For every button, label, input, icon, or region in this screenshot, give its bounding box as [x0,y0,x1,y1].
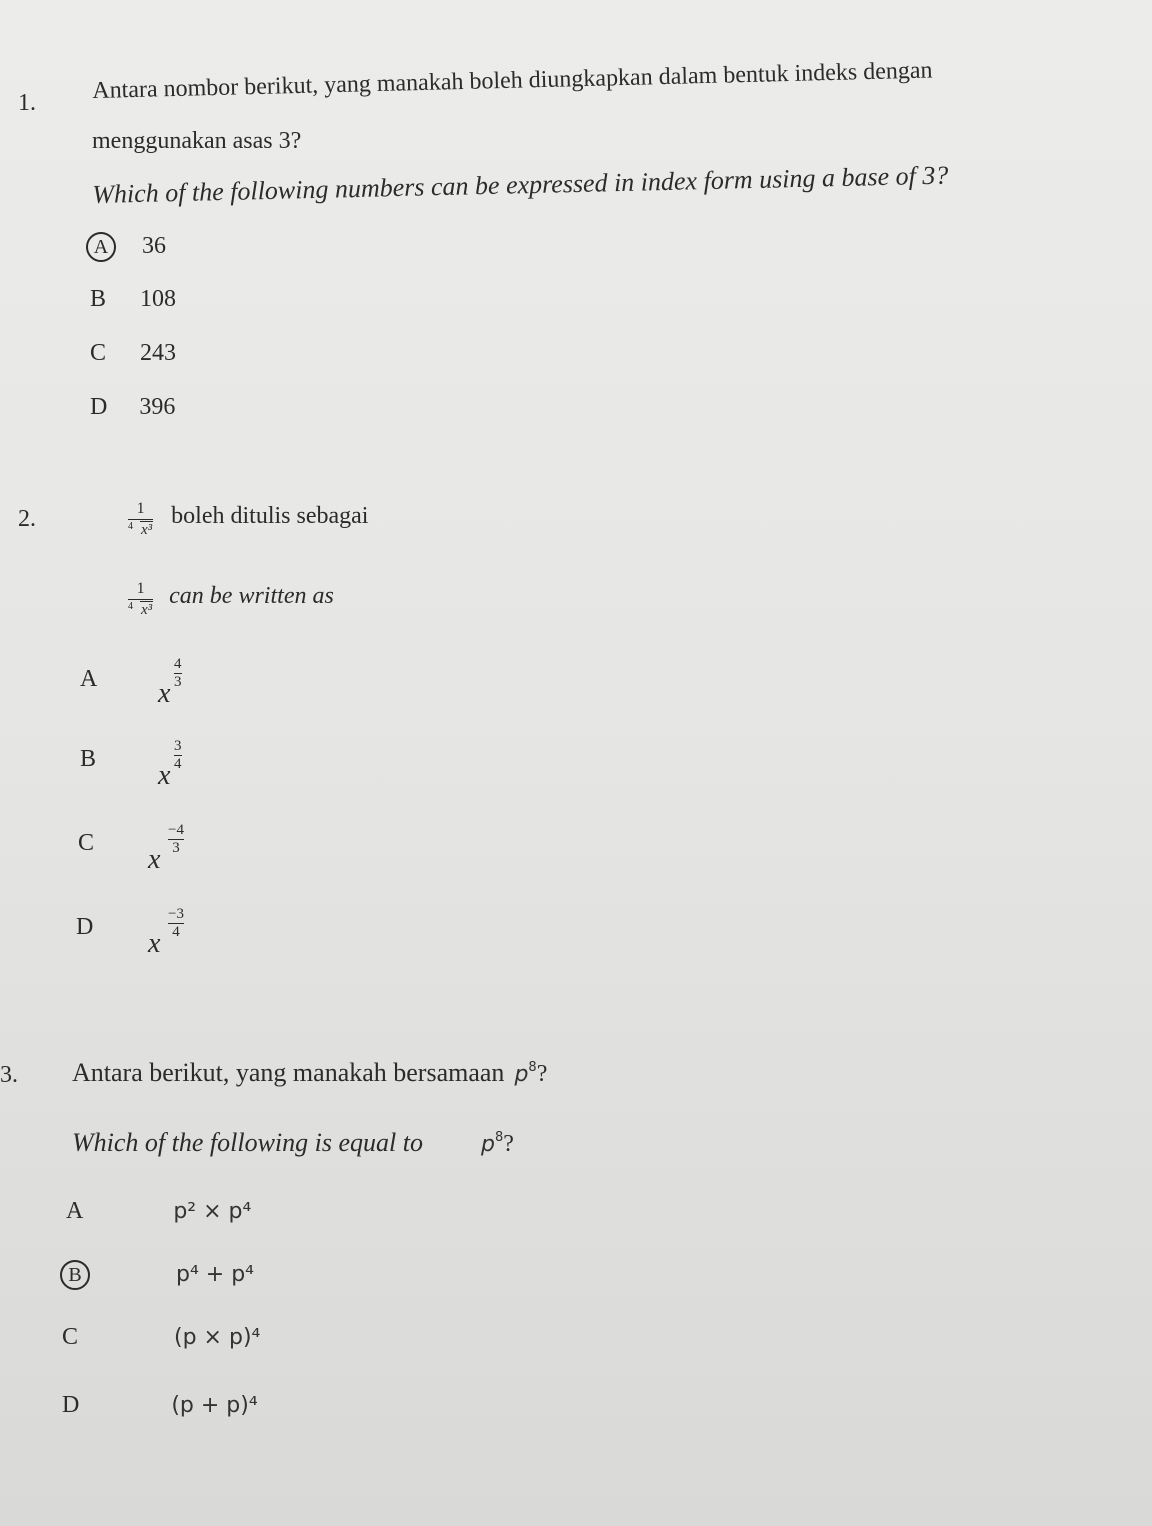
q3-line-malay [72,1058,547,1088]
power-base: x [148,844,161,875]
q1-option-d[interactable] [90,394,175,421]
q2-option-c-power [148,822,184,876]
q1-option-d-value: 396 [139,394,176,420]
q2-option-a[interactable] [80,656,220,716]
q2-number: 2. [18,506,36,532]
target-exponent: 8 [528,1060,537,1075]
q3-option-d-expression: (p + p)⁴ [171,1393,258,1418]
fourth-root [128,601,153,619]
q3-option-c-expression: (p × p)⁴ [174,1325,261,1350]
q3-text-english: Which of the following is equal to [72,1128,423,1157]
q2-option-b-letter: B [80,746,97,772]
q3-option-a-letter: A [66,1198,84,1224]
q2-expression-english [128,580,334,619]
q2-option-a-letter: A [80,666,98,692]
q2-fraction-numerator-en: 1 [136,580,145,597]
q1-number: 1. [18,90,36,116]
q1-option-c-value: 243 [140,340,177,366]
q1-text-malay: Antara nombor berikut, yang manakah boleh diungkapkan dalam bentuk indeks dengan [92,57,933,104]
q1-option-a-value: 36 [142,233,166,259]
exponent-denominator: 3 [172,840,180,856]
q2-option-b[interactable] [80,738,220,796]
q3-option-b[interactable] [60,1260,254,1290]
power-base: x [158,760,171,791]
q3-option-d-letter: D [62,1392,80,1418]
q3-target-power-en [481,1132,503,1157]
q3-line-english [72,1128,514,1158]
root-radicand: x³ [141,522,153,538]
q1-option-b-value: 108 [140,286,177,312]
q3-option-a[interactable] [66,1198,251,1225]
q2-expression-malay [128,500,368,539]
root-index: 4 [128,601,133,612]
q1-option-c-letter: C [90,340,107,366]
exponent-numerator: 4 [174,656,182,672]
q1-text-malay-line2: menggunakan asas 3? [92,128,302,154]
root-index: 4 [128,521,133,532]
q3-number: 3. [0,1062,18,1088]
q3-question-mark-en: ? [503,1131,514,1157]
power-exponent [168,822,184,857]
q3-target-power [514,1062,536,1087]
q2-option-c-letter: C [78,830,95,856]
q1-option-a[interactable] [86,232,166,262]
target-base: p [480,1132,495,1157]
q3-option-c[interactable] [62,1324,260,1351]
q2-option-c[interactable] [78,822,218,880]
q2-fraction [128,500,153,539]
q3-text-malay: Antara berikut, yang manakah bersamaan [72,1058,505,1087]
power-base: x [148,928,161,959]
q1-text-english: Which of the following numbers can be expressed in index form using a base of 3? [92,160,949,209]
exponent-numerator: −3 [168,906,184,922]
power-exponent [174,656,182,691]
target-exponent: 8 [494,1130,504,1145]
exponent-numerator: −4 [168,822,184,838]
q1-option-c[interactable] [90,340,176,367]
exponent-numerator: 3 [174,738,182,754]
exponent-denominator: 4 [174,756,182,772]
power-base: x [158,678,171,709]
q2-fraction-numerator: 1 [136,500,145,517]
q3-option-c-letter: C [62,1324,79,1350]
target-base: p [514,1062,529,1087]
q2-text-english: can be written as [169,583,334,610]
q2-option-b-power [158,738,182,792]
power-exponent [168,906,184,941]
q3-option-a-expression: p² × p⁴ [173,1199,252,1224]
exponent-denominator: 4 [172,924,180,940]
q2-option-a-power [158,656,182,710]
exponent-denominator: 3 [174,674,182,690]
q1-option-b[interactable] [90,286,176,313]
q3-option-d[interactable] [62,1392,258,1419]
q3-option-b-expression: p⁴ + p⁴ [176,1262,254,1287]
root-radicand: x³ [141,602,153,618]
fourth-root [128,521,153,539]
q3-option-b-letter: B [60,1260,90,1290]
q1-option-b-letter: B [90,286,107,312]
q3-question-mark: ? [536,1061,548,1087]
q2-fraction-en [128,580,153,619]
power-exponent [174,738,182,773]
q2-option-d[interactable] [76,906,216,964]
q2-option-d-letter: D [76,914,94,940]
q2-text-malay: boleh ditulis sebagai [171,503,369,530]
q1-option-d-letter: D [90,394,108,420]
q1-option-a-letter: A [86,232,116,262]
q2-option-d-power [148,906,184,960]
